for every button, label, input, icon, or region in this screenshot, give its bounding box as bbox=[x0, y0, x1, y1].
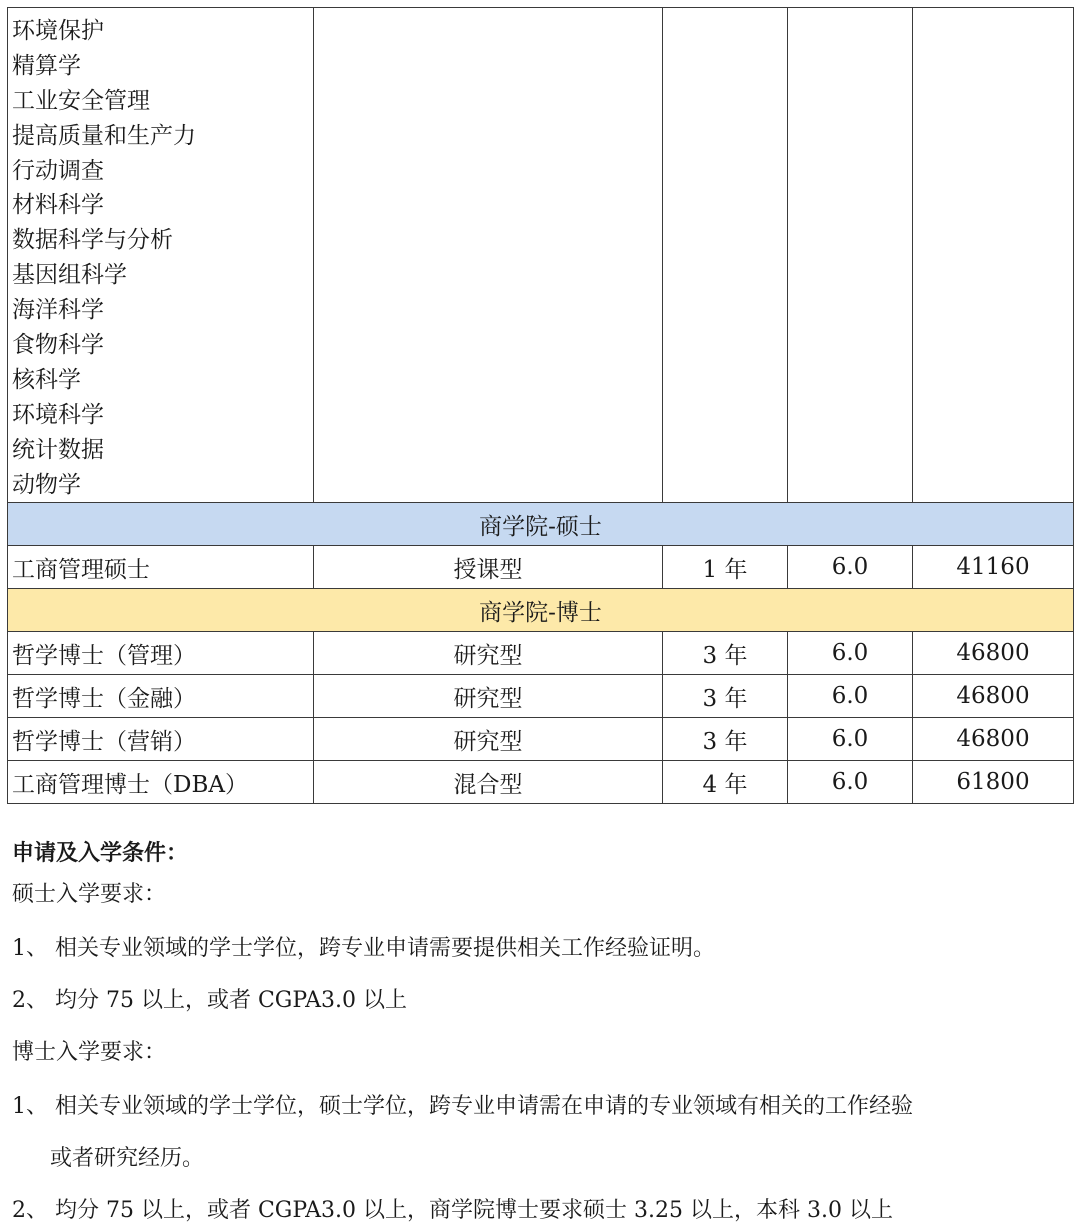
list-item: 海洋科学 bbox=[12, 297, 104, 324]
list-item: 精算学 bbox=[12, 52, 81, 79]
program-list-cell bbox=[8, 8, 314, 503]
list-item: 提高质量和生产力 bbox=[12, 122, 196, 149]
list-item: 工业安全管理 bbox=[12, 87, 150, 114]
program-duration: 3 年 bbox=[663, 632, 788, 675]
section-header-phd bbox=[8, 589, 1074, 632]
program-name: 哲学博士（管理） bbox=[8, 632, 314, 675]
program-fee: 46800 bbox=[913, 718, 1074, 761]
program-type: 研究型 bbox=[314, 632, 663, 675]
list-item: 食物科学 bbox=[12, 332, 104, 359]
masters-requirements-title: 硕士入学要求： bbox=[12, 882, 167, 907]
masters-requirement-item: 1、 相关专业领域的学士学位，跨专业申请需要提供相关工作经验证明。 bbox=[12, 936, 715, 961]
section-title: 商学院-硕士 bbox=[8, 503, 1074, 546]
phd-requirements-title: 博士入学要求： bbox=[12, 1040, 167, 1065]
program-table bbox=[7, 7, 1074, 804]
table-row bbox=[8, 675, 1074, 718]
program-type: 研究型 bbox=[314, 718, 663, 761]
list-item: 材料科学 bbox=[12, 192, 104, 219]
program-name: 哲学博士（金融） bbox=[8, 675, 314, 718]
program-fee: 41160 bbox=[913, 546, 1074, 589]
table-row bbox=[8, 761, 1074, 804]
program-name: 工商管理博士（DBA） bbox=[8, 761, 314, 804]
list-item: 数据科学与分析 bbox=[12, 227, 173, 254]
list-item: 统计数据 bbox=[12, 436, 104, 463]
program-ielts: 6.0 bbox=[788, 546, 913, 589]
program-duration: 1 年 bbox=[663, 546, 788, 589]
phd-requirement-item: 2、 均分 75 以上，或者 CGPA3.0 以上，商学院博士要求硕士 3.25 以上，本科 3.0 以上 bbox=[12, 1198, 893, 1223]
section-header-masters bbox=[8, 503, 1074, 546]
program-duration: 3 年 bbox=[663, 718, 788, 761]
program-ielts: 6.0 bbox=[788, 718, 913, 761]
table-row bbox=[8, 718, 1074, 761]
program-name: 工商管理硕士 bbox=[8, 546, 314, 589]
masters-requirement-item: 2、 均分 75 以上，或者 CGPA3.0 以上 bbox=[12, 988, 408, 1013]
list-item: 动物学 bbox=[12, 471, 81, 498]
table-cell bbox=[663, 8, 788, 503]
table-row bbox=[8, 8, 1074, 503]
table-row bbox=[8, 546, 1074, 589]
program-type: 混合型 bbox=[314, 761, 663, 804]
program-ielts: 6.0 bbox=[788, 675, 913, 718]
phd-requirement-item-continued: 或者研究经历。 bbox=[50, 1146, 205, 1171]
section-title: 商学院-博士 bbox=[8, 589, 1074, 632]
program-name: 哲学博士（营销） bbox=[8, 718, 314, 761]
phd-requirement-item: 1、 相关专业领域的学士学位，硕士学位，跨专业申请需在申请的专业领域有相关的工作经验 bbox=[12, 1094, 913, 1119]
list-item: 环境科学 bbox=[12, 401, 104, 428]
program-type: 研究型 bbox=[314, 675, 663, 718]
table-cell bbox=[788, 8, 913, 503]
program-ielts: 6.0 bbox=[788, 632, 913, 675]
program-fee: 61800 bbox=[913, 761, 1074, 804]
list-item: 环境保护 bbox=[12, 18, 104, 44]
program-ielts: 6.0 bbox=[788, 761, 913, 804]
program-fee: 46800 bbox=[913, 632, 1074, 675]
list-item: 行动调查 bbox=[12, 157, 104, 184]
requirements-heading: 申请及入学条件： bbox=[12, 840, 189, 866]
list-item: 核科学 bbox=[12, 366, 81, 393]
program-duration: 4 年 bbox=[663, 761, 788, 804]
table-cell bbox=[913, 8, 1074, 503]
program-duration: 3 年 bbox=[663, 675, 788, 718]
list-item: 基因组科学 bbox=[12, 262, 127, 289]
program-type: 授课型 bbox=[314, 546, 663, 589]
table-cell bbox=[314, 8, 663, 503]
table-row bbox=[8, 632, 1074, 675]
program-fee: 46800 bbox=[913, 675, 1074, 718]
